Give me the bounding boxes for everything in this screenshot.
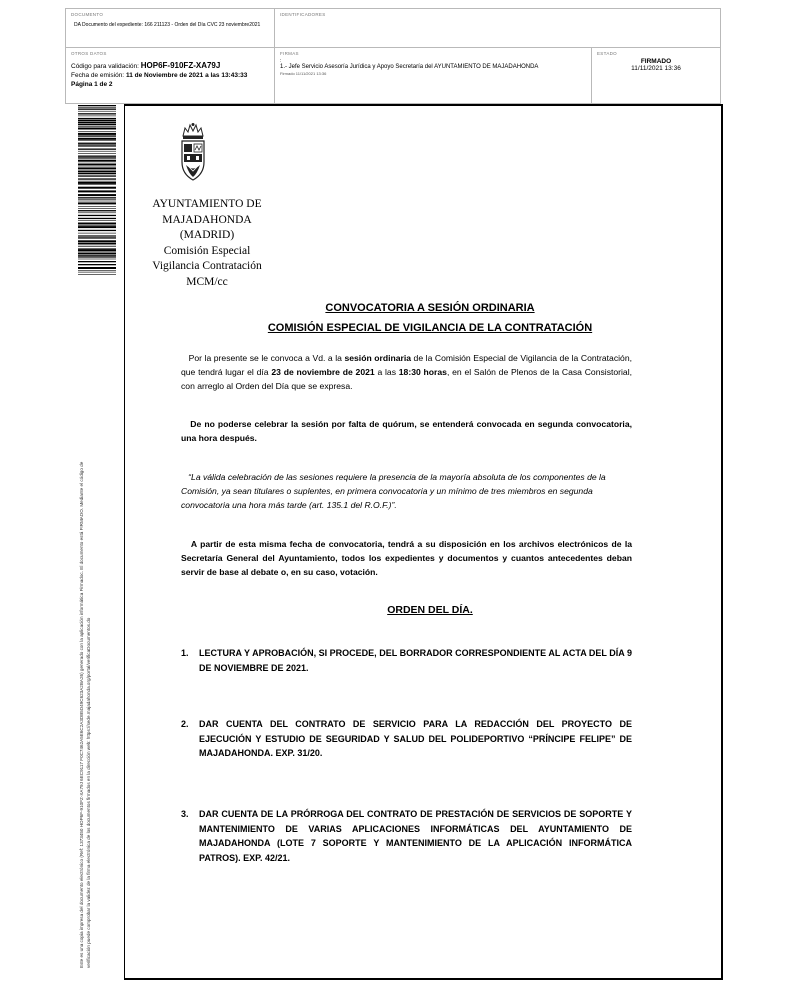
availability-paragraph xyxy=(181,537,632,579)
verification-line-2: verificación puede comprobar la validez de la firma electrónica de los documentos firmados en la dirección web: https://sede.majadahonda.org/portal/verificaDocumentos.do xyxy=(86,617,91,968)
validation-code-line xyxy=(71,61,269,71)
agenda-item-text: LECTURA Y APROBACIÓN, SI PROCEDE, DEL BORRADOR CORRESPONDIENTE AL ACTA DEL DÍA 9 DE NOVIEMBRE DE 2021. xyxy=(199,648,632,673)
org-line-1: AYUNTAMIENTO DE xyxy=(152,198,262,210)
firmas-colon: : xyxy=(280,58,282,64)
otros-datos-cell xyxy=(66,48,275,103)
validation-code-prefix: Código para validación: xyxy=(71,63,139,70)
validation-code[interactable]: HOP6F-910FZ-XA79J xyxy=(140,61,221,70)
org-line-4: Comisión Especial xyxy=(163,244,251,257)
quorum-paragraph xyxy=(181,417,632,445)
agenda-item xyxy=(181,717,632,761)
p1-session-time: 18:30 horas xyxy=(398,367,447,377)
organization-block xyxy=(137,197,277,290)
signed-date-sub: Firmado 11/11/2021 13:36 xyxy=(280,71,327,76)
p1-text-c: de la Comisión Especial de Vigilancia de la Contratación, que tendrá lugar el día xyxy=(181,353,632,377)
firmas-cell xyxy=(275,48,592,103)
org-line-2: MAJADAHONDA xyxy=(162,213,252,226)
agenda-item-number: 3. xyxy=(181,809,189,819)
identificadores-label: IDENTIFICADORES xyxy=(280,12,326,17)
status-date: 11/11/2021 13:36 xyxy=(631,65,681,72)
p1-session-type: sesión ordinaria xyxy=(344,353,412,363)
documento-cell xyxy=(66,9,275,47)
convocation-paragraph xyxy=(181,351,632,393)
document-body-frame xyxy=(124,104,723,980)
verification-line-1: Este es una copia impresa del documento electrónico (Ref: 1373450 HOP6F-910FZ-XA79J 6EC9117 F0C7462A5E6C2A3DB5D49C623A2BA26) generado con la aplicación informática Firmadoc. El documento está FIRMADO. Mediante el código de xyxy=(79,461,84,968)
p1-text-e: a las xyxy=(374,367,399,377)
agenda-item-text: DAR CUENTA DEL CONTRATO DE SERVICIO PARA LA REDACCIÓN DEL PROYECTO DE EJECUCIÓN Y ESTUDIO DE SEGURIDAD Y SALUD DEL POLIDEPORTIVO “PRÍNCIPE FELIPE” DE MAJADAHONDA. EXP. 31/20. xyxy=(199,719,632,758)
org-line-6: MCM/cc xyxy=(186,275,228,288)
agenda-item-number: 1. xyxy=(181,648,189,658)
org-line-5: Vigilancia Contratación xyxy=(152,260,262,272)
emission-date: 11 de Noviembre de 2021 a las 13:43:33 xyxy=(125,72,248,79)
emission-date-line xyxy=(71,71,269,80)
p1-text-a: Por la presente se le convoca a Vd. a la xyxy=(188,353,345,363)
otros-datos-label: OTROS DATOS xyxy=(71,51,107,56)
firmas-label: FIRMAS xyxy=(280,51,299,56)
p1-session-date: 23 de noviembre de 2021 xyxy=(271,367,375,377)
agenda-item-number: 2. xyxy=(181,719,189,729)
estado-label: ESTADO xyxy=(597,51,617,56)
estado-cell xyxy=(592,48,720,103)
org-line-3: (MADRID) xyxy=(179,229,235,241)
agenda-item-text: DAR CUENTA DE LA PRÓRROGA DEL CONTRATO DE PRESTACIÓN DE SERVICIOS DE SOPORTE Y MANTENIMIENTO DE VARIAS APLICACIONES INFORMÁTICAS DEL AYUNTAMIENTO DE MAJADAHONDA (LOTE 7 SOPORTE Y MANTENIMIENTO DE LA APLICACIÓN INFORMÁTICA PATROS). EXP. 42/21. xyxy=(199,809,632,863)
status-badge: FIRMADO xyxy=(640,58,672,65)
agenda-item xyxy=(181,807,632,865)
p1-text-g: , en el Salón de Plenos de la Casa Consistorial, con arreglo al Orden del Día que se expresa. xyxy=(181,367,633,391)
signature-header-table xyxy=(65,8,721,104)
signer-line: 1.- Jefe Servicio Asesoría Jurídica y Apoyo Secretaría del AYUNTAMIENTO DE MAJADAHONDA xyxy=(280,64,539,70)
p4-text: A partir de esta misma fecha de convocatoria, tendrá a su disposición en los archivos electrónicos de la Secretaría General del Ayuntamiento, todos los expedientes y documentos y cuantos antecedentes deban servir de base al debate o, en su caso, votación. xyxy=(181,539,632,577)
document-title: CONVOCATORIA A SESIÓN ORDINARIA xyxy=(325,302,535,314)
identificadores-cell xyxy=(275,9,720,47)
agenda-item xyxy=(181,646,632,675)
p2-text: De no poderse celebrar la sesión por falta de quórum, se entenderá convocada en segunda convocatoria, una hora después. xyxy=(181,419,632,443)
document-subtitle: COMISIÓN ESPECIAL DE VIGILANCIA DE LA CONTRATACIÓN xyxy=(267,322,593,334)
quote-paragraph xyxy=(181,470,632,512)
documento-label: DOCUMENTO xyxy=(71,12,104,17)
agenda-title: ORDEN DEL DÍA. xyxy=(387,604,473,616)
coat-of-arms-logo xyxy=(177,122,209,186)
documento-value: DA Documento del expediente: 166 211123 - Orden del Día CVC 23 noviembre2021 xyxy=(74,22,261,28)
verification-side-text xyxy=(78,308,92,968)
barcode-image xyxy=(78,105,116,275)
page-indicator: Página 1 de 2 xyxy=(71,81,113,88)
emission-date-prefix: Fecha de emisión: xyxy=(71,72,125,79)
p3-text: “La válida celebración de las sesiones requiere la presencia de la mayoría absoluta de los componentes de la Comisión, ya sean titulares o suplentes, en primera convocatoria y un mínimo de tres miembros en segunda convocatoria una hora más tarde (art. 135.1 del R.O.F.)”. xyxy=(181,472,606,510)
